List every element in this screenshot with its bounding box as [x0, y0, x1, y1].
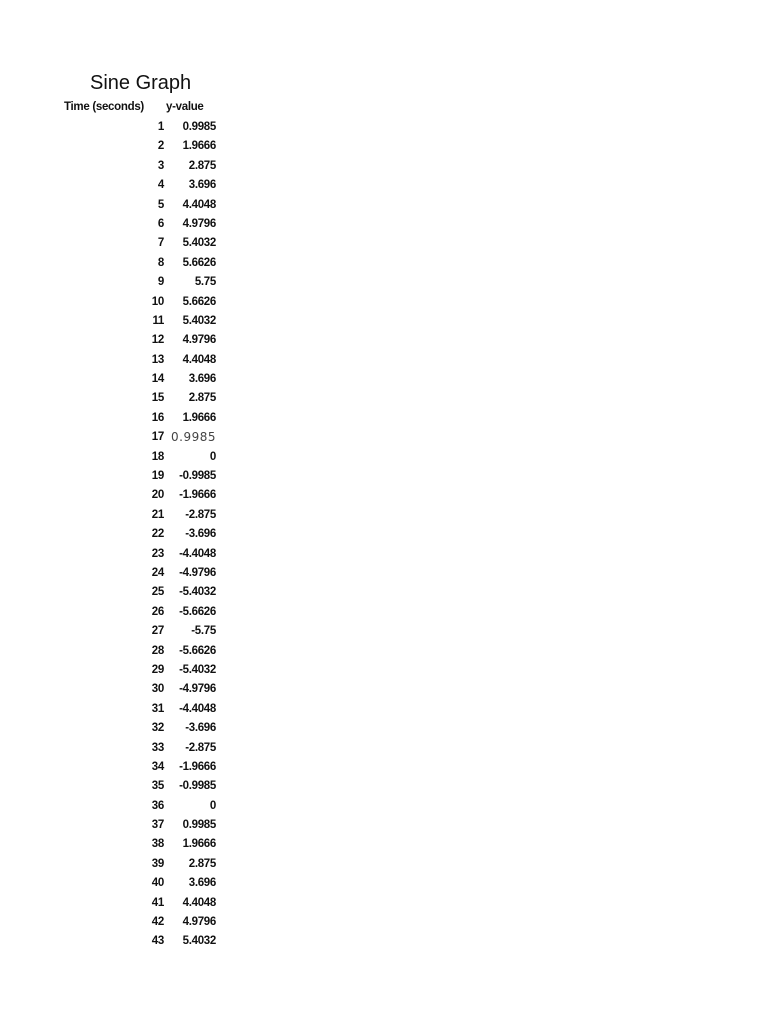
- y-value-cell: 3.696: [188, 179, 216, 192]
- time-cell: 18: [151, 450, 164, 463]
- table-row: [0, 798, 240, 817]
- time-cell: 29: [151, 663, 164, 676]
- table-row: [0, 895, 240, 914]
- y-value-cell: -1.9666: [179, 760, 216, 773]
- table-row: [0, 410, 240, 429]
- y-value-cell: 4.4048: [182, 198, 216, 211]
- time-cell: 27: [151, 625, 164, 638]
- y-value-cell: -4.9796: [179, 683, 216, 696]
- time-cell: 4: [157, 179, 164, 192]
- y-value-cell: 4.9796: [182, 916, 216, 929]
- y-value-cell: 5.75: [194, 276, 216, 289]
- table-row: [0, 914, 240, 933]
- time-cell: 33: [151, 741, 164, 754]
- y-value-cell: -4.4048: [179, 702, 216, 715]
- y-value-cell: -5.6626: [179, 605, 216, 618]
- table-row: [0, 875, 240, 894]
- table-row: [0, 216, 240, 235]
- time-cell: 14: [151, 373, 164, 386]
- table-row: [0, 390, 240, 409]
- table-row: [0, 468, 240, 487]
- time-cell: 15: [151, 392, 164, 405]
- table-row: [0, 429, 240, 448]
- time-cell: 5: [157, 198, 164, 211]
- table-row: [0, 197, 240, 216]
- y-value-cell: -3.696: [185, 722, 216, 735]
- y-value-cell: 5.6626: [182, 256, 216, 269]
- time-cell: 42: [151, 916, 164, 929]
- table-row: [0, 352, 240, 371]
- time-cell: 36: [151, 799, 164, 812]
- y-value-cell: 4.9796: [182, 334, 216, 347]
- y-value-cell: 5.4032: [182, 237, 216, 250]
- y-value-cell: -4.4048: [179, 547, 216, 560]
- time-cell: 3: [157, 159, 164, 172]
- time-cell: 41: [151, 896, 164, 909]
- y-value-cell: 3.696: [188, 877, 216, 890]
- y-value-cell: 0.9985: [171, 430, 216, 445]
- y-value-cell: 2.875: [188, 159, 216, 172]
- table-row: [0, 371, 240, 390]
- y-value-cell: -5.6626: [179, 644, 216, 657]
- time-cell: 6: [157, 217, 164, 230]
- y-value-cell: -5.75: [191, 625, 216, 638]
- y-value-cell: 1.9666: [182, 411, 216, 424]
- table-row: [0, 701, 240, 720]
- time-cell: 1: [157, 121, 164, 133]
- table-row: [0, 255, 240, 274]
- time-cell: 24: [151, 566, 164, 579]
- table-row: [0, 449, 240, 468]
- y-value-cell: -0.9985: [179, 780, 216, 793]
- table-row: [0, 836, 240, 855]
- page-title: Sine Graph: [90, 72, 192, 94]
- table-row: [0, 681, 240, 700]
- time-cell: 43: [151, 935, 164, 948]
- y-value-cell: 2.875: [188, 392, 216, 405]
- time-cell: 8: [157, 256, 164, 269]
- time-cell: 25: [151, 586, 164, 599]
- y-value-cell: -1.9666: [179, 489, 216, 502]
- time-cell: 30: [151, 683, 164, 696]
- time-cell: 9: [157, 276, 164, 289]
- time-cell: 26: [151, 605, 164, 618]
- y-value-cell: 1.9666: [182, 140, 216, 153]
- table-row: [0, 720, 240, 739]
- time-cell: 10: [151, 295, 164, 308]
- column-header-time: Time (seconds): [64, 101, 144, 113]
- y-value-cell: -2.875: [185, 741, 216, 754]
- table-row: [0, 313, 240, 332]
- time-cell: 21: [151, 508, 164, 521]
- table-row: [0, 662, 240, 681]
- y-value-cell: -5.4032: [179, 663, 216, 676]
- y-value-cell: 4.4048: [182, 353, 216, 366]
- y-value-cell: 3.696: [188, 373, 216, 386]
- table-row: [0, 294, 240, 313]
- time-cell: 2: [157, 140, 164, 153]
- table-row: [0, 177, 240, 196]
- time-cell: 38: [151, 838, 164, 851]
- time-cell: 31: [151, 702, 164, 715]
- time-cell: 28: [151, 644, 164, 657]
- y-value-cell: 0.9985: [182, 819, 216, 832]
- time-cell: 23: [151, 547, 164, 560]
- y-value-cell: 5.4032: [182, 314, 216, 327]
- table-row: [0, 584, 240, 603]
- y-value-cell: -0.9985: [179, 470, 216, 483]
- time-cell: 17: [151, 431, 164, 444]
- y-value-cell: 1.9666: [182, 838, 216, 851]
- table-row: [0, 526, 240, 545]
- time-cell: 11: [152, 314, 164, 327]
- table-row: [0, 856, 240, 875]
- table-row: [0, 138, 240, 157]
- data-table: [0, 119, 240, 953]
- table-row: [0, 507, 240, 526]
- time-cell: 16: [151, 411, 164, 424]
- time-cell: 34: [151, 760, 164, 773]
- table-row: [0, 933, 240, 952]
- table-row: [0, 332, 240, 351]
- y-value-cell: -3.696: [185, 528, 216, 541]
- table-row: [0, 274, 240, 293]
- table-row: [0, 740, 240, 759]
- y-value-cell: 4.4048: [182, 896, 216, 909]
- y-value-cell: -2.875: [185, 508, 216, 521]
- time-cell: 40: [151, 877, 164, 890]
- time-cell: 7: [157, 237, 164, 250]
- table-row: [0, 487, 240, 506]
- y-value-cell: -4.9796: [179, 566, 216, 579]
- table-row: [0, 235, 240, 254]
- y-value-cell: 0: [209, 450, 216, 463]
- time-cell: 20: [151, 489, 164, 502]
- column-header-y-value: y-value: [166, 101, 204, 113]
- time-cell: 22: [151, 528, 164, 541]
- table-row: [0, 817, 240, 836]
- y-value-cell: 0: [209, 799, 216, 812]
- time-cell: 13: [151, 353, 164, 366]
- table-row: [0, 119, 240, 138]
- y-value-cell: 5.4032: [182, 935, 216, 948]
- time-cell: 32: [151, 722, 164, 735]
- time-cell: 12: [151, 334, 164, 347]
- y-value-cell: 2.875: [188, 857, 216, 870]
- table-row: [0, 623, 240, 642]
- time-cell: 39: [151, 857, 164, 870]
- table-row: [0, 643, 240, 662]
- table-row: [0, 759, 240, 778]
- time-cell: 19: [151, 470, 164, 483]
- table-row: [0, 158, 240, 177]
- time-cell: 37: [151, 819, 164, 832]
- y-value-cell: 5.6626: [182, 295, 216, 308]
- y-value-cell: 4.9796: [182, 217, 216, 230]
- table-row: [0, 565, 240, 584]
- table-row: [0, 778, 240, 797]
- y-value-cell: -5.4032: [179, 586, 216, 599]
- y-value-cell: 0.9985: [182, 121, 216, 133]
- table-row: [0, 604, 240, 623]
- table-row: [0, 546, 240, 565]
- time-cell: 35: [151, 780, 164, 793]
